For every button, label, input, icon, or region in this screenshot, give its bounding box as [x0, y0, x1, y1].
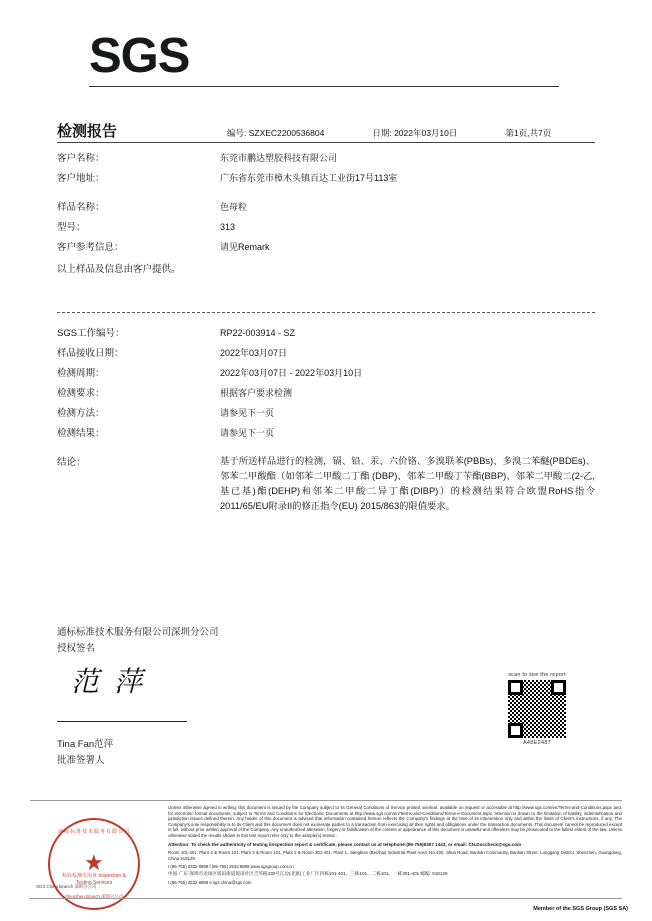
field-label: 检测结果： — [57, 428, 105, 439]
conclusion-label: 结论： — [57, 457, 86, 468]
testing-section — [57, 327, 595, 514]
field-label: 样品名称： — [57, 202, 105, 213]
qr-id: A48E2487 — [522, 740, 552, 746]
footer-attention: Attention: To check the authenticity of testing /inspection report & certificate, please contact us at telephone:(86-755)8307 1443, or email: CN.Doccheck@sgs.com — [168, 841, 522, 847]
page-title: 检测报告 — [57, 123, 118, 140]
footer-address-cn: 中国·广东·深圳市龙岗区坂田街道坂田社区吉华路430号江边(北寨)工业厂区四栋101-401、三栋101、二栋101、一栋301-401 邮编: 518129 — [168, 871, 448, 877]
field-row — [57, 201, 595, 214]
field-value: 请参见下一页 — [220, 428, 275, 438]
report-header-row — [57, 120, 597, 141]
field-label: 型号： — [57, 222, 86, 233]
header-divider — [57, 142, 595, 143]
field-value: 313 — [220, 222, 236, 232]
signer-name: Tina Fan范萍 — [57, 739, 114, 750]
conclusion-text: 基于所送样品进行的检测，镉、铅、汞、六价铬、多溴联苯(PBBs)、多溴二苯醚(PBDEs)、邻苯二甲酸酯（如邻苯二甲酸二丁酯 (DBP)、邻苯二甲酸丁苄酯(BBP)、邻苯二甲酸二(2-乙,基已基)酯(DEHP)和邻苯二甲酸二异丁酯(DIBP)）的检测结果符合欧盟RoHS指令2011/65/EU附录II的修正指令(EU) 2015/863的限值要求。 — [220, 456, 595, 511]
footer-bottom-divider — [30, 898, 622, 899]
qr-code[interactable] — [508, 680, 566, 738]
signature-underline — [57, 721, 187, 722]
field-value: 广东省东莞市樟木头镇百达工业街17号113室 — [220, 173, 398, 183]
footer-divider — [30, 800, 622, 801]
field-label: 客户地址： — [57, 173, 105, 184]
footer-address-cn-contact: t (86-755) 2532 8888 e sgs.china@sgs.com — [168, 879, 252, 885]
field-value: 请参见下一页 — [220, 408, 275, 418]
field-value: 2022年03月07日 — [220, 348, 288, 358]
sgs-logo: SGS — [89, 29, 190, 83]
field-label: 客户参考信息： — [57, 242, 124, 253]
footer-address-phone: t (86-755) 2532 8888 f (86-755) 2532 8888 www.sgsgroup.com.cn — [168, 863, 294, 869]
signer-role: 批准签署人 — [57, 755, 105, 766]
footer-member-line: Member of the SGS Group (SGS SA) — [533, 906, 628, 912]
logo-divider — [89, 86, 559, 87]
qr-block — [505, 672, 569, 746]
qr-eye-icon — [508, 723, 523, 738]
signature-script: 范 萍 — [71, 667, 147, 698]
field-label: 检测周期： — [57, 368, 105, 379]
signature-block — [57, 625, 387, 769]
field-label: 检测方法： — [57, 408, 105, 419]
field-row — [57, 152, 595, 165]
field-row — [57, 407, 595, 420]
field-row — [57, 241, 595, 254]
stamp-mid-text: 检验检测专用章 Inspection & Testing Services — [62, 873, 126, 886]
customer-section — [57, 152, 595, 279]
conclusion-row — [57, 454, 595, 514]
field-row — [57, 327, 595, 340]
footer-text — [168, 805, 622, 885]
header-meta — [227, 127, 597, 140]
footer-address-en: Room 101-401, Plant 4 & Room 101, Plant 3 & Room 101, Plant 2 & Room 301-401, Plant 1, Jiangbian (Beizhai) Industrial Plant Area, No.430, Jihua Road, Bantian Community, Bantian Street, Longgang District, Shenzhen, Guangdong, China 518129 — [168, 850, 622, 861]
field-row — [57, 387, 595, 400]
field-row — [57, 347, 595, 360]
field-row — [57, 367, 595, 380]
field-value: 请见Remark — [220, 242, 270, 252]
footer-sgs-mark: SGS China Branch 深圳分公司 — [36, 884, 97, 889]
field-label: 检测要求： — [57, 388, 105, 399]
handwritten-signature — [57, 667, 387, 729]
field-value: 2022年03月07日 - 2022年03月10日 — [220, 368, 363, 378]
field-value: RP22-003914 - SZ — [220, 328, 296, 338]
sgs-logo-block — [89, 30, 559, 87]
signing-company: 通标标准技术服务有限公司深圳分公司 — [57, 627, 219, 638]
section-divider — [57, 312, 595, 313]
report-number: 编号: SZXEC2200536804 — [227, 128, 325, 138]
qr-caption: scan to see the report — [508, 672, 566, 678]
field-value: 色母粒 — [220, 202, 248, 212]
field-label: 样品接收日期： — [57, 348, 124, 359]
company-stamp — [48, 818, 144, 914]
authorized-signature-label: 授权签名 — [57, 643, 96, 654]
star-icon: ★ — [84, 850, 104, 875]
field-row — [57, 427, 595, 440]
footer-disclaimer: Unless otherwise agreed in writing, this document is issued by the Company subject to its General Conditions of Service printed overleaf, available on request or accessible at http://www.sgs.com/en/Terms-and-Conditions.aspx and, for electronic format documents, subject to Terms and Conditions for Electronic Documents at http://www.sgs.com/en/Terms-and-Conditions/Terms-e-Document.aspx. Attention is drawn to the limitation of liability, indemnification and jurisdiction issues defined therein. Any holder of this document is advised that information contained hereon reflects the Company's findings at the time of its intervention only and within the limits of Client's instructions, if any. The Company's sole responsibility is to its Client and this document does not exonerate parties to a transaction from exercising all their rights and obligations under the transaction documents. This document cannot be reproduced except in full, without prior written approval of the Company. Any unauthorized alteration, forgery or falsification of the content or appearance of this document is unlawful and offenders may be prosecuted to the fullest extent of the law. Unless otherwise stated the results shown in this test report refer only to the sample(s) tested . — [168, 805, 622, 838]
field-label: SGS工作编号： — [57, 328, 125, 339]
field-label: 客户名称： — [57, 153, 105, 164]
page-number: 第1页,共7页 — [505, 128, 552, 138]
sample-note: 以上样品及信息由客户提供。 — [57, 264, 181, 275]
stamp-bottom-text: Shenzhen Branch 深圳分公司 — [64, 894, 124, 899]
field-row — [57, 172, 595, 185]
field-value: 东莞市鹏达塑胶科技有限公司 — [220, 153, 338, 163]
stamp-top-text: 通标标准技术服务有限公司 — [57, 829, 130, 835]
field-row — [57, 221, 595, 234]
report-date: 日期: 2022年03月10日 — [372, 128, 458, 138]
field-value: 根据客户要求检测 — [220, 388, 293, 398]
